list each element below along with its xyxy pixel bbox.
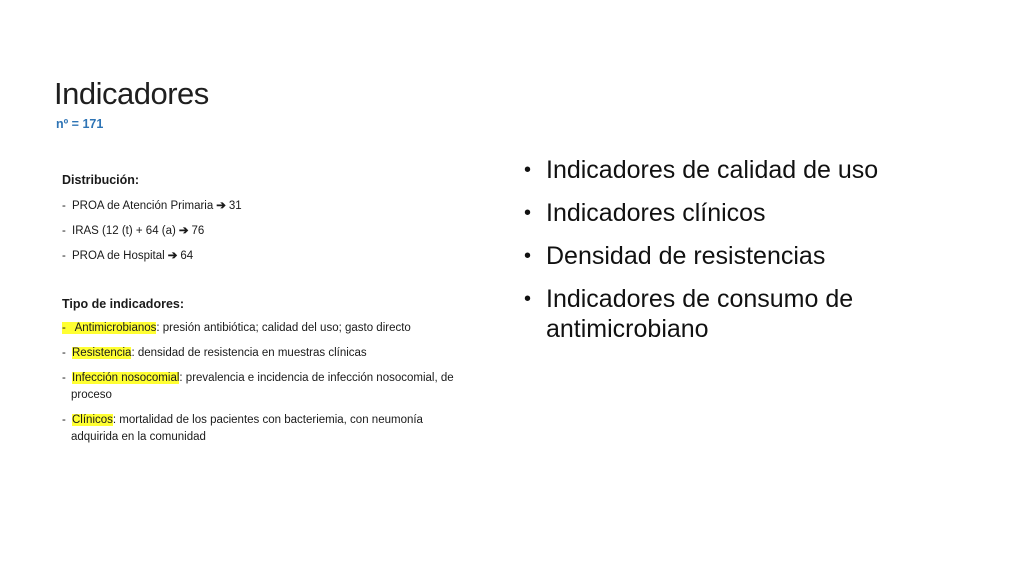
bullet-icon: • xyxy=(524,245,532,267)
bullet-item: • Indicadores clínicos xyxy=(524,199,766,227)
type-item-continuation: proceso xyxy=(71,389,112,401)
type-item: - Infección nosocomial: prevalencia e incidencia de infección nosocomial, de xyxy=(62,372,454,384)
distribution-heading: Distribución: xyxy=(62,173,140,187)
bullet-icon: • xyxy=(524,159,532,181)
indicator-count: nº = 171 xyxy=(56,117,104,131)
arrow-right-icon: ➔ xyxy=(216,200,226,212)
bullet-item: • Indicadores de consumo de antimicrobiano xyxy=(524,285,854,343)
bullet-list xyxy=(524,155,994,357)
bullet-icon: • xyxy=(524,202,532,224)
distribution-item: - PROA de Atención Primaria ➔ 31 xyxy=(62,200,242,212)
type-item: - Resistencia: densidad de resistencia en muestras clínicas xyxy=(62,347,367,359)
type-item: - Clínicos: mortalidad de los pacientes con bacteriemia, con neumonía xyxy=(62,414,423,426)
bullet-icon: • xyxy=(524,288,532,310)
indicators-image xyxy=(48,70,454,460)
arrow-right-icon: ➔ xyxy=(178,225,189,237)
type-item-continuation: adquirida en la comunidad xyxy=(71,431,206,443)
bullet-item: • Indicadores de calidad de uso xyxy=(524,156,879,184)
distribution-item: - PROA de Hospital ➔ 64 xyxy=(62,250,194,262)
distribution-item: - IRAS (12 (t) + 64 (a) ➔ 76 xyxy=(62,225,205,237)
arrow-right-icon: ➔ xyxy=(167,250,178,262)
types-heading: Tipo de indicadores: xyxy=(62,297,185,311)
type-item: - Antimicrobianos: presión antibiótica; calidad del uso; gasto directo xyxy=(62,322,411,334)
image-title: Indicadores xyxy=(54,76,209,111)
bullet-item: • Densidad de resistencias xyxy=(524,242,826,270)
